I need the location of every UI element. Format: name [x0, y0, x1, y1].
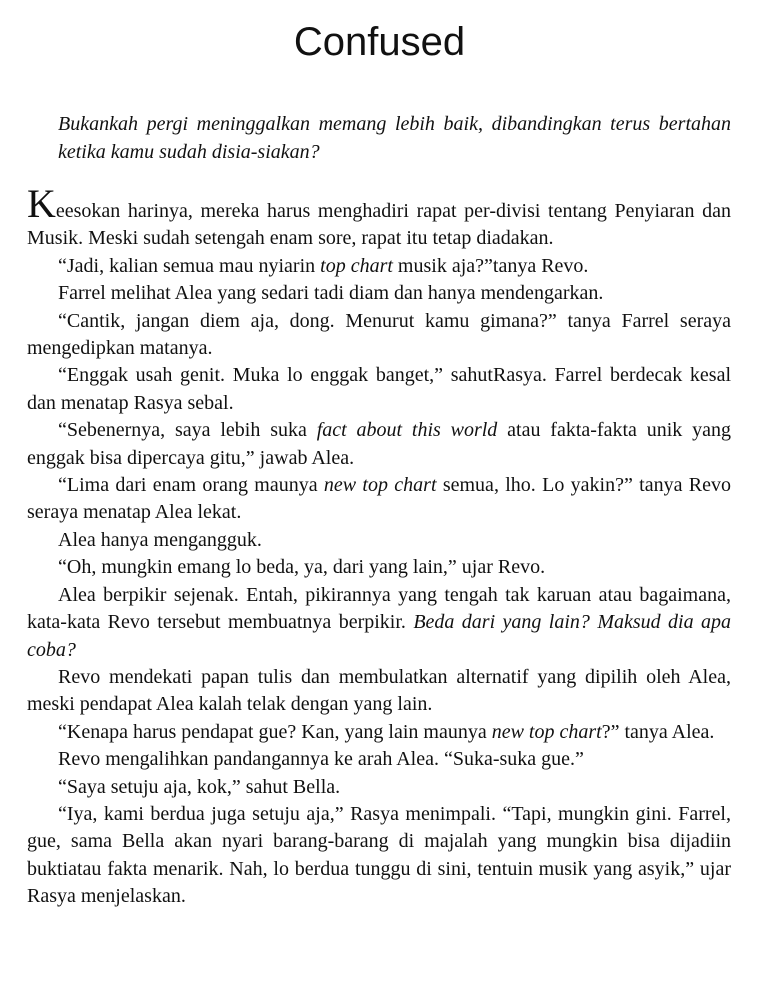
chapter-title: Confused — [293, 20, 466, 64]
body-paragraph — [27, 253, 731, 280]
body-paragraph — [27, 719, 731, 746]
italic-text: new top chart — [491, 720, 602, 743]
paragraph-text: “Sebenernya, saya lebih suka — [58, 419, 317, 442]
italic-text: new top chart — [323, 474, 437, 497]
body-paragraph — [27, 664, 731, 719]
paragraph-text: “Iya, kami berdua juga setuju aja,” Rasya menimpali. “Tapi, mungkin gini. Farrel, gue, sama Bella akan nyari barang-barang di majalah yang mungkin bisa dijadiin buktiatau fakta menarik. Nah, lo berdua tunggu di sini, tentuin musik yang asyik,” ujar Rasya menjelaskan. — [27, 802, 731, 908]
paragraph-text: semua, lho. Lo yakin?” tanya Revo seraya menatap Alea lekat. — [27, 474, 731, 524]
paragraph-text: eesokan harinya, mereka harus menghadiri rapat per-divisi tentang Penyiaran dan Musik. Meski sudah setengah enam sore, rapat itu tetap diadakan. — [27, 200, 731, 250]
paragraph-text: Alea berpikir sejenak. Entah, pikirannya yang tengah tak karuan atau bagaimana, kata-kata Revo tersebut membuatnya berpikir. — [27, 583, 731, 634]
paragraph-text: atau fakta-fakta unik yang enggak bisa dipercaya gitu,” jawab Alea. — [27, 419, 731, 469]
chapter-epigraph: Bukankah pergi meninggalkan memang lebih baik, dibandingkan terus bertahan ketika kamu sudah disia-siakan? — [58, 113, 731, 163]
paragraph-text: “Cantik, jangan diem aja, dong. Menurut kamu gimana?” tanya Farrel seraya mengedipkan matanya. — [27, 309, 731, 360]
body-paragraph — [27, 472, 731, 527]
body-paragraph — [27, 308, 731, 363]
paragraph-text: Farrel melihat Alea yang sedari tadi diam dan hanya mendengarkan. — [58, 282, 604, 305]
paragraph-text: “Lima dari enam orang maunya — [58, 474, 324, 497]
body-paragraph — [27, 181, 731, 253]
body-paragraph — [27, 801, 731, 911]
italic-text: top chart — [320, 254, 393, 277]
paragraph-text: Revo mendekati papan tulis dan membulatkan alternatif yang dipilih oleh Alea, meski pendapat Alea kalah telak dengan yang lain. — [27, 665, 731, 716]
paragraph-text: Alea hanya mengangguk. — [58, 528, 262, 551]
body-paragraph — [27, 746, 731, 773]
paragraph-text: ?” tanya Alea. — [601, 720, 715, 743]
body-paragraph — [27, 280, 731, 307]
paragraph-text: “Jadi, kalian semua mau nyiarin — [58, 254, 321, 277]
body-paragraph — [27, 417, 731, 472]
body-paragraph — [27, 362, 731, 417]
body-paragraph — [27, 527, 731, 554]
paragraph-text: Revo mengalihkan pandangannya ke arah Alea. “Suka-suka gue.” — [58, 748, 584, 771]
drop-cap-letter: K — [27, 181, 56, 226]
italic-text: fact about this world — [316, 419, 498, 442]
paragraph-text: “Saya setuju aja, kok,” sahut Bella. — [58, 775, 341, 798]
paragraph-text: “Enggak usah genit. Muka lo enggak banget,” sahutRasya. Farrel berdecak kesal dan menatap Rasya sebal. — [27, 364, 731, 414]
body-paragraph — [27, 554, 731, 581]
italic-text: Beda dari yang lain? Maksud dia apa coba? — [27, 611, 731, 661]
paragraph-text: “Kenapa harus pendapat gue? Kan, yang lain maunya — [58, 720, 492, 743]
body-paragraph — [27, 582, 731, 664]
body-paragraph — [27, 774, 731, 801]
chapter-body — [27, 181, 731, 911]
paragraph-text: musik aja?”tanya Revo. — [392, 254, 589, 277]
paragraph-text: “Oh, mungkin emang lo beda, ya, dari yang lain,” ujar Revo. — [58, 556, 546, 579]
